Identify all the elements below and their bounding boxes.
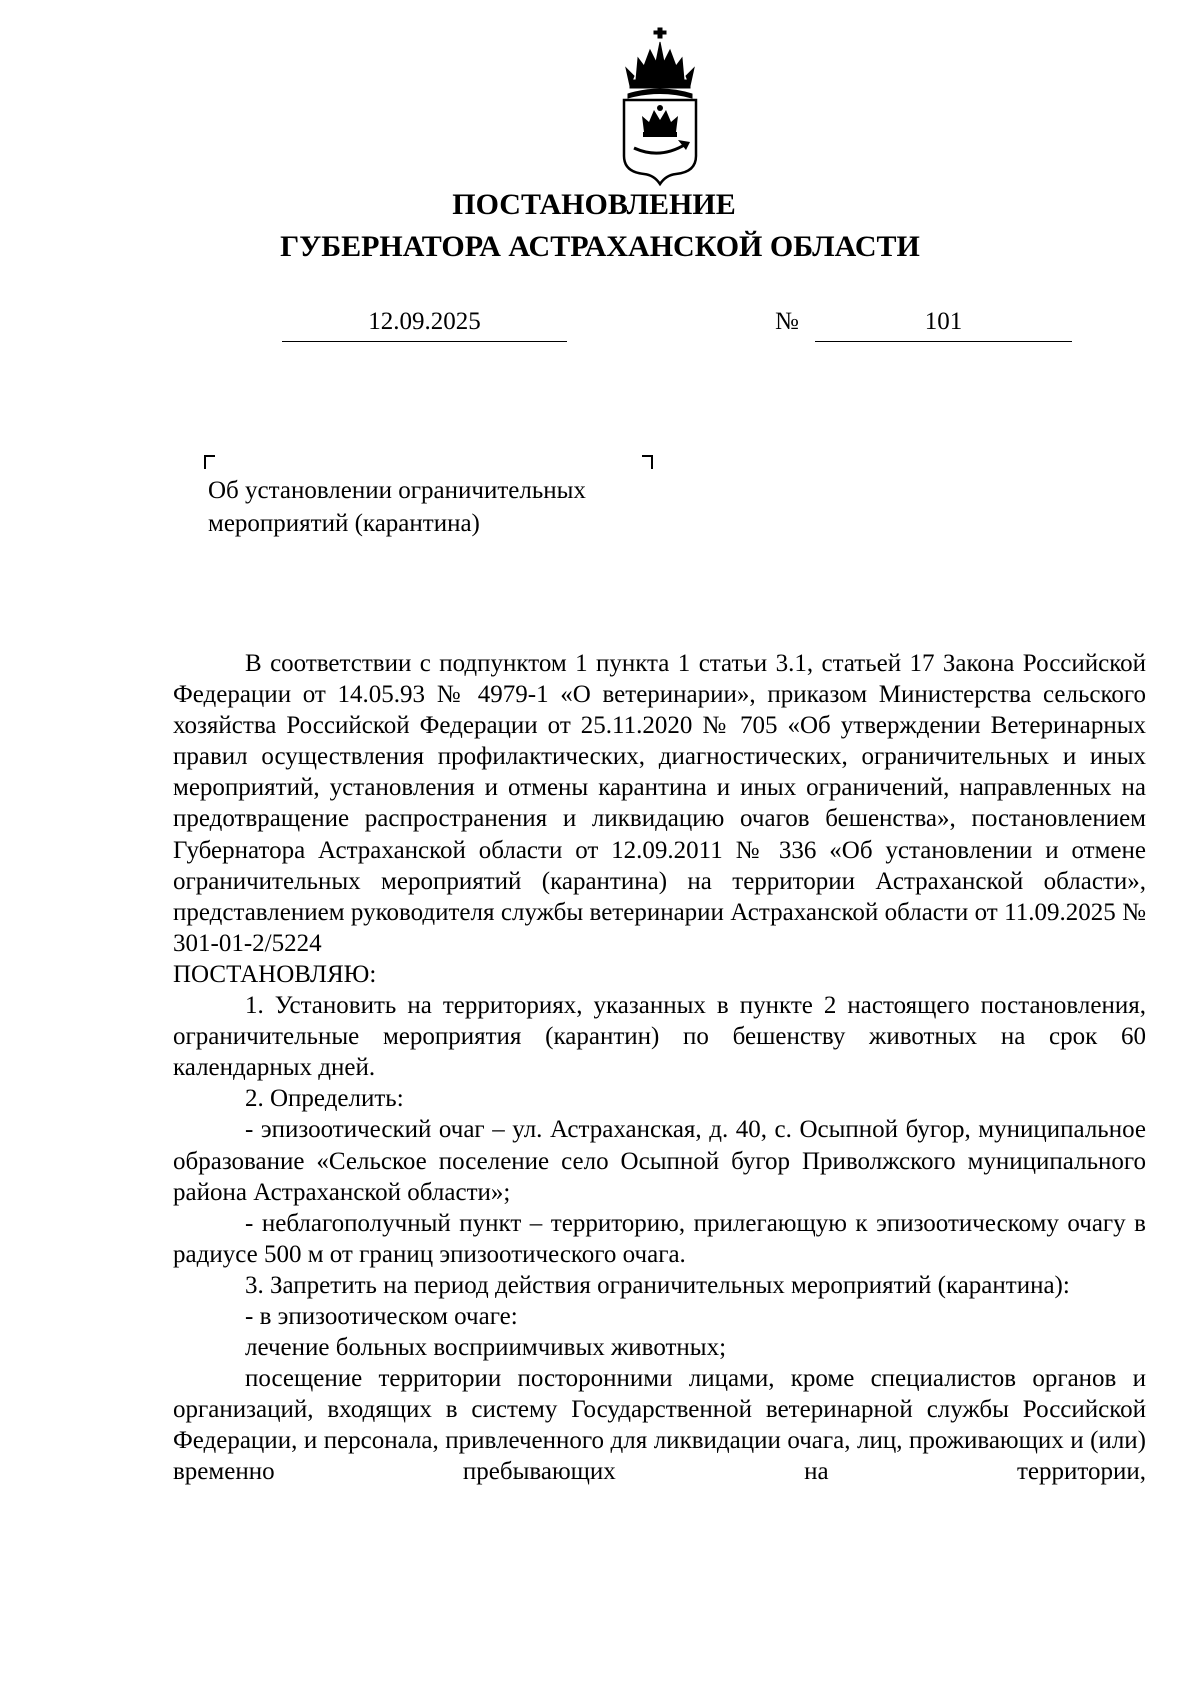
coat-of-arms-emblem [616, 28, 704, 188]
subject-bracket-right [642, 455, 653, 469]
clause-3-focus-heading: - в эпизоотическом очаге: [245, 1302, 518, 1330]
clause-2: 2. Определить: [245, 1085, 404, 1113]
subject-line: Об установлении ограничительных [208, 477, 586, 504]
clause-2-area: - неблагополучный пункт – территорию, прилегающую к эпизоотическому очагу в радиусе 500 м от границ эпизоотического очага. [173, 1209, 1146, 1268]
preamble-paragraph: В соответствии с подпунктом 1 пункта 1 статьи 3.1, статьей 17 Закона Российской Федерации от 14.05.93 № 4979-1 «О ветеринарии», приказом Министерства сельского хозяйства Российской Федерации от 25.11.2020 № 705 «Об утверждении Ветеринарных правил осуществления профилактических, диагностических, ограничительных и иных мероприятий, установления и отмены карантина и иных ограничений, направленных на предотвращение распространения и ликвидацию очагов бешенства», постановлением Губернатора Астраханской области от 12.09.2011 № 336 «Об установлении и отмене ограничительных мероприятий (карантина) на территории Астраханской области», представлением руководителя службы ветеринарии Астраханской области от 11.09.2025 № 301-01-2/5224 [173, 650, 1146, 957]
clause-3: 3. Запретить на период действия ограничительных мероприятий (карантина): [245, 1271, 1070, 1299]
subject-line: мероприятий (карантина) [208, 510, 480, 537]
clause-3-item: лечение больных восприимчивых животных; [245, 1334, 727, 1362]
issuing-authority-title: ГУБЕРНАТОРА АСТРАХАНСКОЙ ОБЛАСТИ [280, 230, 920, 263]
resolution-word: ПОСТАНОВЛЯЮ: [173, 960, 377, 988]
clause-1: 1. Установить на территориях, указанных в пункте 2 настоящего постановления, ограничительные мероприятия (карантин) по бешенству животных на срок 60 календарных дней. [173, 992, 1146, 1082]
document-number: 101 [815, 303, 1072, 342]
clause-2-focus: - эпизоотический очаг – ул. Астраханская, д. 40, с. Осыпной бугор, муниципальное образование «Сельское поселение село Осыпной бугор Приволжского муниципального района Астраханской области»; [173, 1116, 1146, 1206]
subject-bracket-left [204, 455, 215, 469]
document-body [173, 648, 1146, 1486]
clause-3-item: посещение территории посторонними лицами, кроме специалистов органов и организаций, входящих в систему Государственной ветеринарной службы Российской Федерации, и персонала, привлеченного для ликвидации очага, лиц, проживающих и (или) временно пребывающих на территории, [173, 1365, 1146, 1486]
document-subject [208, 474, 668, 540]
document-type-title: ПОСТАНОВЛЕНИЕ [452, 188, 736, 221]
document-date: 12.09.2025 [282, 303, 567, 342]
number-sign: № [775, 308, 799, 335]
